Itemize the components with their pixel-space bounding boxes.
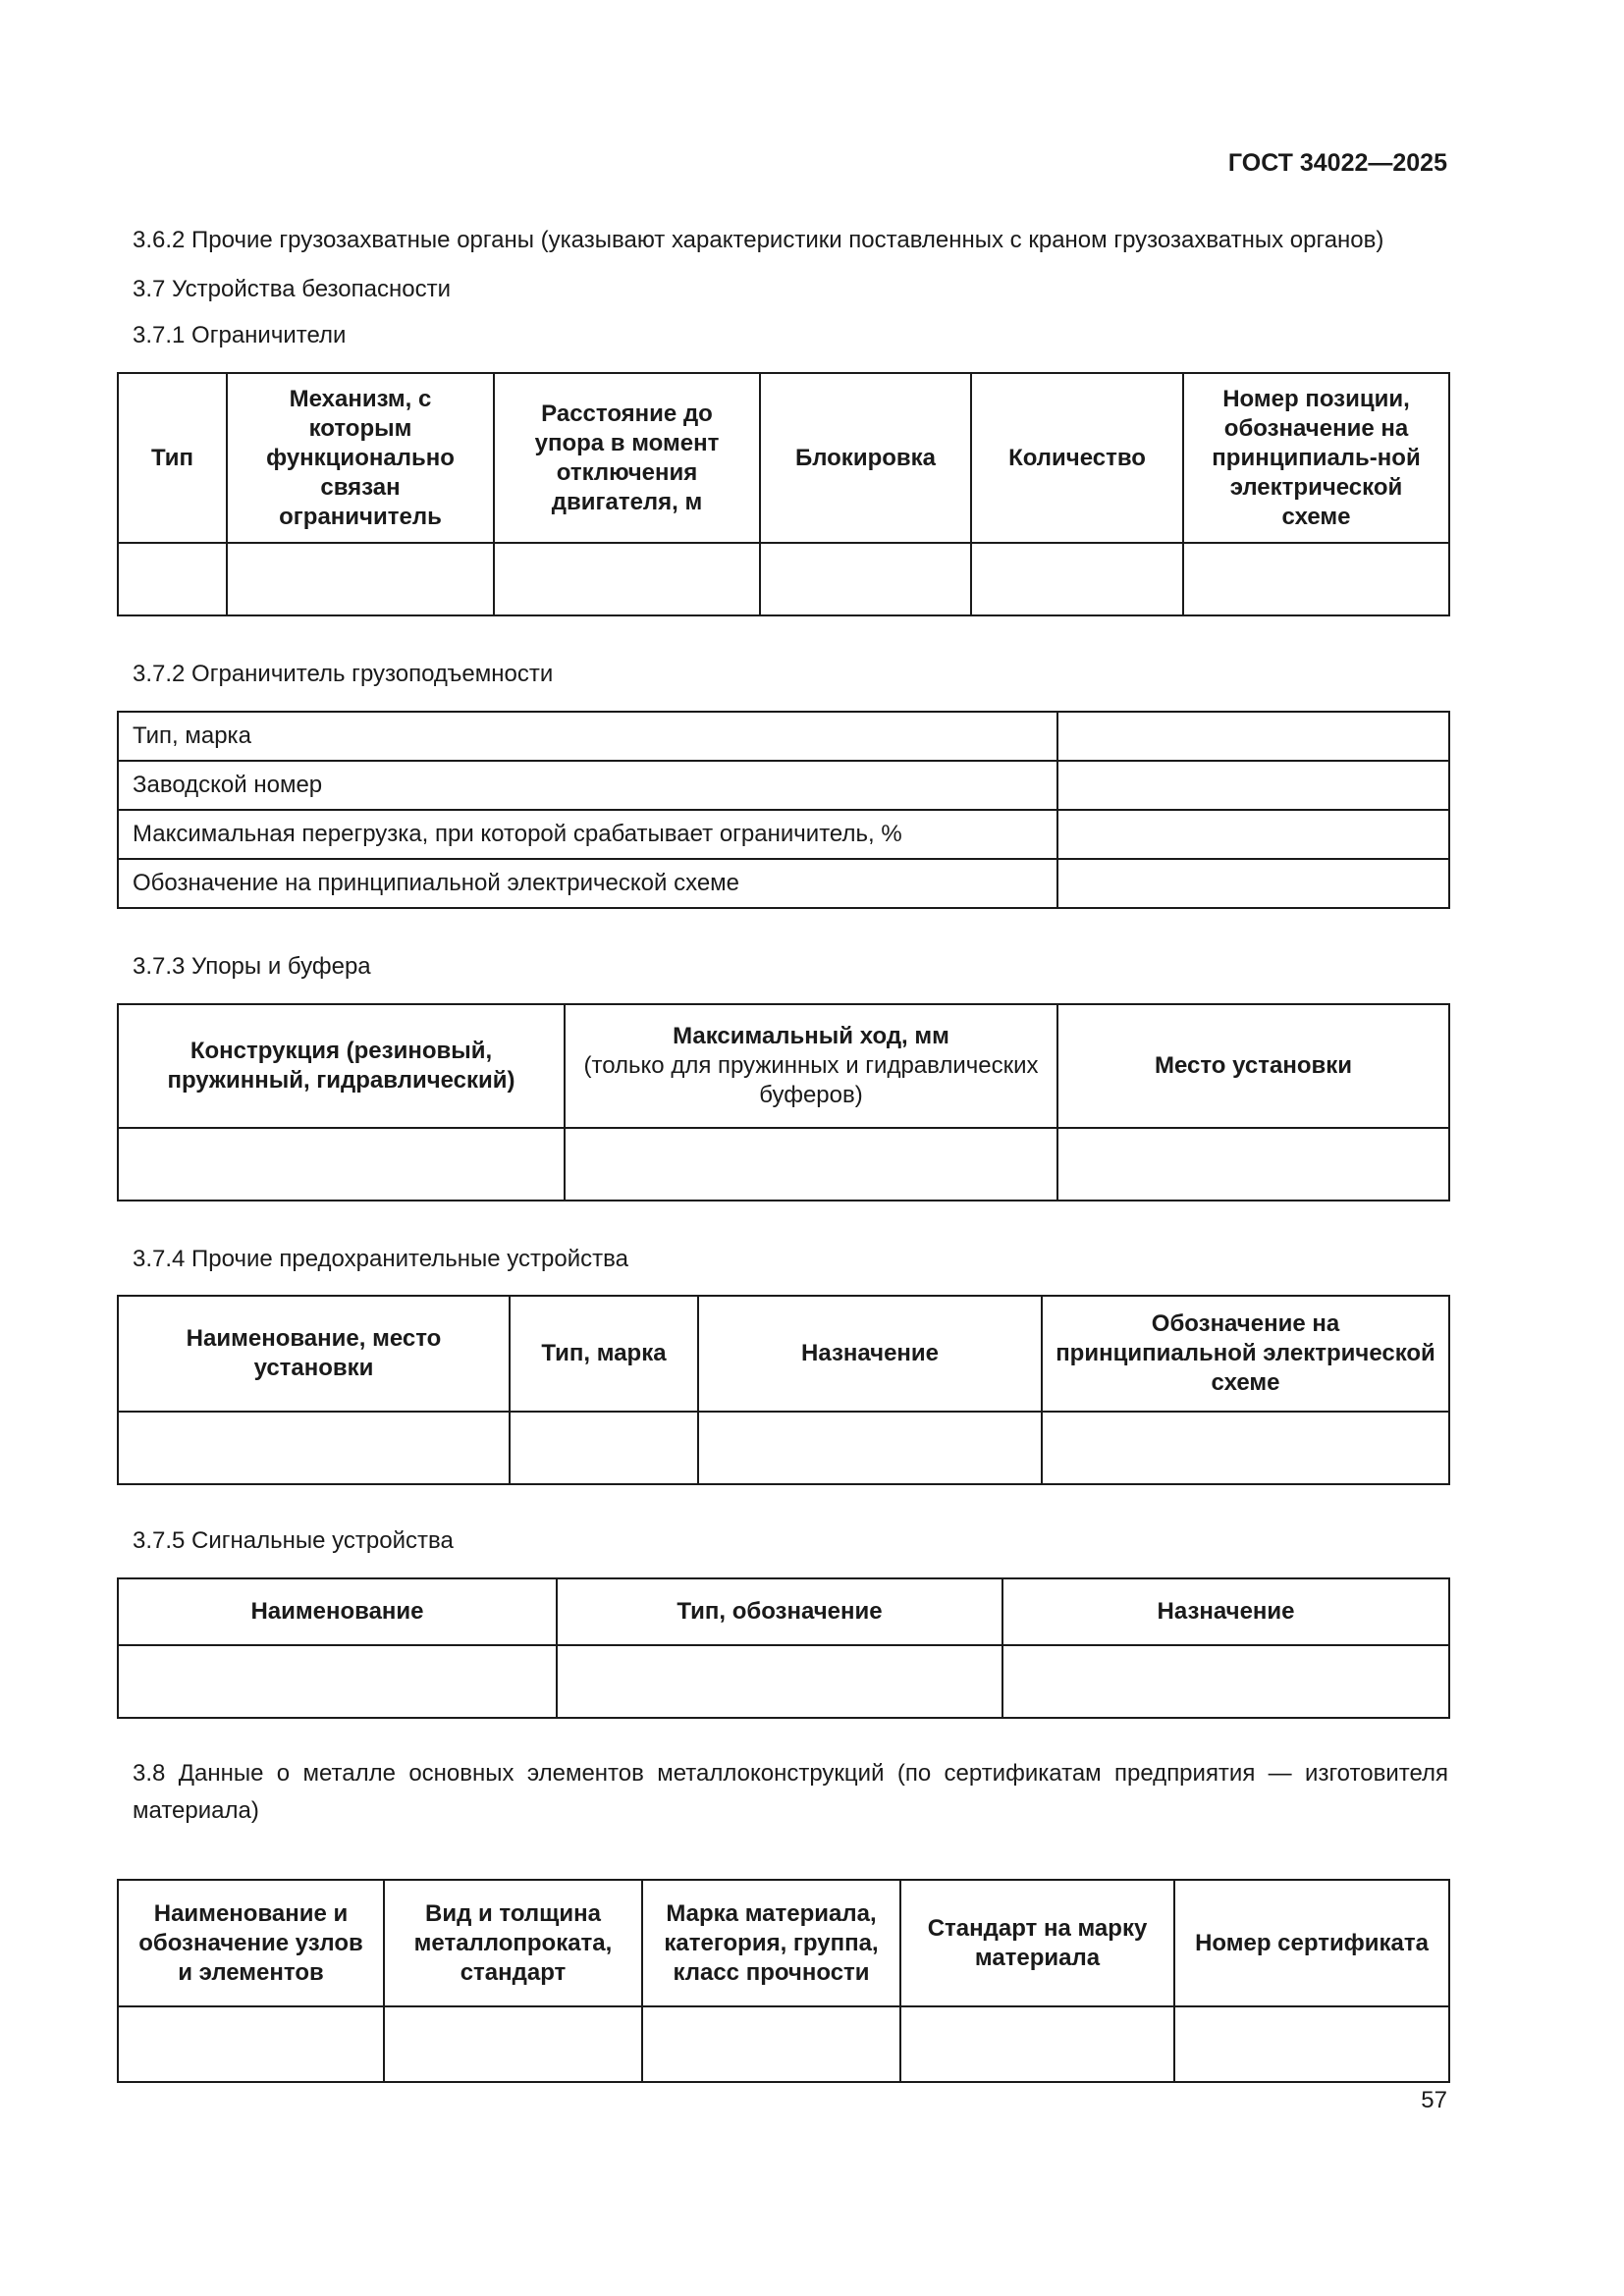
stops-buffers-table bbox=[117, 1003, 1450, 1201]
col-header-material-grade: Марка материала, категория, группа, класс прочности bbox=[642, 1880, 900, 2006]
table-cell[interactable] bbox=[118, 2006, 384, 2082]
table-header-row bbox=[118, 1578, 1449, 1645]
table-cell[interactable] bbox=[565, 1128, 1057, 1201]
col-header-construction: Конструкция (резиновый, пружинный, гидравлический) bbox=[118, 1004, 565, 1128]
table-cell[interactable] bbox=[118, 543, 227, 615]
table-cell[interactable] bbox=[557, 1645, 1002, 1718]
row-label-type: Тип, марка bbox=[118, 712, 1057, 761]
section-3-8: 3.8 Данные о металле основных элементов металлоконструкций (по сертификатам предприятия — изготовителя материала) bbox=[133, 1760, 1448, 1824]
table-row bbox=[118, 859, 1449, 908]
section-3-6-2: 3.6.2 Прочие грузозахватные органы (указывают характеристики поставленных с краном грузозахватных органов) bbox=[133, 227, 1384, 253]
col-header-grade-standard: Стандарт на марку материала bbox=[900, 1880, 1174, 2006]
table-header-row bbox=[118, 1880, 1449, 2006]
table-cell[interactable] bbox=[1174, 2006, 1449, 2082]
load-limiter-table bbox=[117, 711, 1450, 909]
metal-data-table bbox=[117, 1879, 1450, 2083]
table-cell[interactable] bbox=[384, 2006, 642, 2082]
table-cell[interactable] bbox=[227, 543, 494, 615]
table-header-row bbox=[118, 373, 1449, 543]
table-cell[interactable] bbox=[1002, 1645, 1449, 1718]
table-header-row bbox=[118, 1296, 1449, 1412]
table-row bbox=[118, 810, 1449, 859]
limiters-table bbox=[117, 372, 1450, 616]
col-header-name-location: Наименование, место установки bbox=[118, 1296, 510, 1412]
table-header-row bbox=[118, 1004, 1449, 1128]
table-cell[interactable] bbox=[1057, 1128, 1449, 1201]
table-cell[interactable] bbox=[1057, 859, 1449, 908]
row-label-max-overload: Максимальная перегрузка, при которой срабатывает ограничитель, % bbox=[118, 810, 1057, 859]
table-cell[interactable] bbox=[900, 2006, 1174, 2082]
col-header-unit-name: Наименование и обозначение узлов и элементов bbox=[118, 1880, 384, 2006]
table-cell[interactable] bbox=[971, 543, 1183, 615]
max-stroke-label: Максимальный ход, мм bbox=[673, 1023, 949, 1049]
table-row bbox=[118, 1645, 1449, 1718]
row-label-serial-number: Заводской номер bbox=[118, 761, 1057, 810]
section-3-7: 3.7 Устройства безопасности bbox=[133, 276, 451, 302]
table-cell[interactable] bbox=[1183, 543, 1449, 615]
col-header-position-number: Номер позиции, обозначение на принципиаль-ной электрической схеме bbox=[1183, 373, 1449, 543]
table-row bbox=[118, 761, 1449, 810]
section-3-7-5: 3.7.5 Сигнальные устройства bbox=[133, 1527, 454, 1554]
col-header-type-brand: Тип, марка bbox=[510, 1296, 698, 1412]
table-row bbox=[118, 2006, 1449, 2082]
table-row bbox=[118, 1412, 1449, 1484]
col-header-location: Место установки bbox=[1057, 1004, 1449, 1128]
max-stroke-note: (только для пружинных и гидравлических буферов) bbox=[583, 1052, 1039, 1108]
table-cell[interactable] bbox=[760, 543, 971, 615]
safety-devices-table bbox=[117, 1295, 1450, 1485]
col-header-rolled-metal: Вид и толщина металлопроката, стандарт bbox=[384, 1880, 642, 2006]
table-cell[interactable] bbox=[118, 1128, 565, 1201]
table-cell[interactable] bbox=[494, 543, 760, 615]
page-number: 57 bbox=[1421, 2087, 1447, 2113]
col-header-purpose: Назначение bbox=[698, 1296, 1042, 1412]
col-header-max-stroke bbox=[565, 1004, 1057, 1128]
col-header-mechanism: Механизм, с которым функционально связан ограничитель bbox=[227, 373, 494, 543]
table-cell[interactable] bbox=[118, 1412, 510, 1484]
table-cell[interactable] bbox=[1057, 761, 1449, 810]
col-header-purpose: Назначение bbox=[1002, 1578, 1449, 1645]
section-3-7-4: 3.7.4 Прочие предохранительные устройства bbox=[133, 1246, 628, 1272]
section-3-7-2: 3.7.2 Ограничитель грузоподъемности bbox=[133, 661, 554, 687]
col-header-name: Наименование bbox=[118, 1578, 557, 1645]
table-cell[interactable] bbox=[1057, 712, 1449, 761]
col-header-certificate-number: Номер сертификата bbox=[1174, 1880, 1449, 2006]
table-cell[interactable] bbox=[642, 2006, 900, 2082]
table-row bbox=[118, 712, 1449, 761]
section-3-7-3: 3.7.3 Упоры и буфера bbox=[133, 953, 371, 980]
table-row bbox=[118, 1128, 1449, 1201]
row-label-schematic-designation: Обозначение на принципиальной электрической схеме bbox=[118, 859, 1057, 908]
table-cell[interactable] bbox=[510, 1412, 698, 1484]
signal-devices-table bbox=[117, 1577, 1450, 1719]
col-header-type: Тип bbox=[118, 373, 227, 543]
table-cell[interactable] bbox=[1057, 810, 1449, 859]
col-header-quantity: Количество bbox=[971, 373, 1183, 543]
table-cell[interactable] bbox=[118, 1645, 557, 1718]
col-header-distance: Расстояние до упора в момент отключения двигателя, м bbox=[494, 373, 760, 543]
section-3-7-1: 3.7.1 Ограничители bbox=[133, 322, 347, 348]
col-header-schematic-designation: Обозначение на принципиальной электрической схеме bbox=[1042, 1296, 1449, 1412]
table-cell[interactable] bbox=[1042, 1412, 1449, 1484]
col-header-type-designation: Тип, обозначение bbox=[557, 1578, 1002, 1645]
document-code: ГОСТ 34022—2025 bbox=[1227, 149, 1447, 177]
col-header-blocking: Блокировка bbox=[760, 373, 971, 543]
table-row bbox=[118, 543, 1449, 615]
table-cell[interactable] bbox=[698, 1412, 1042, 1484]
